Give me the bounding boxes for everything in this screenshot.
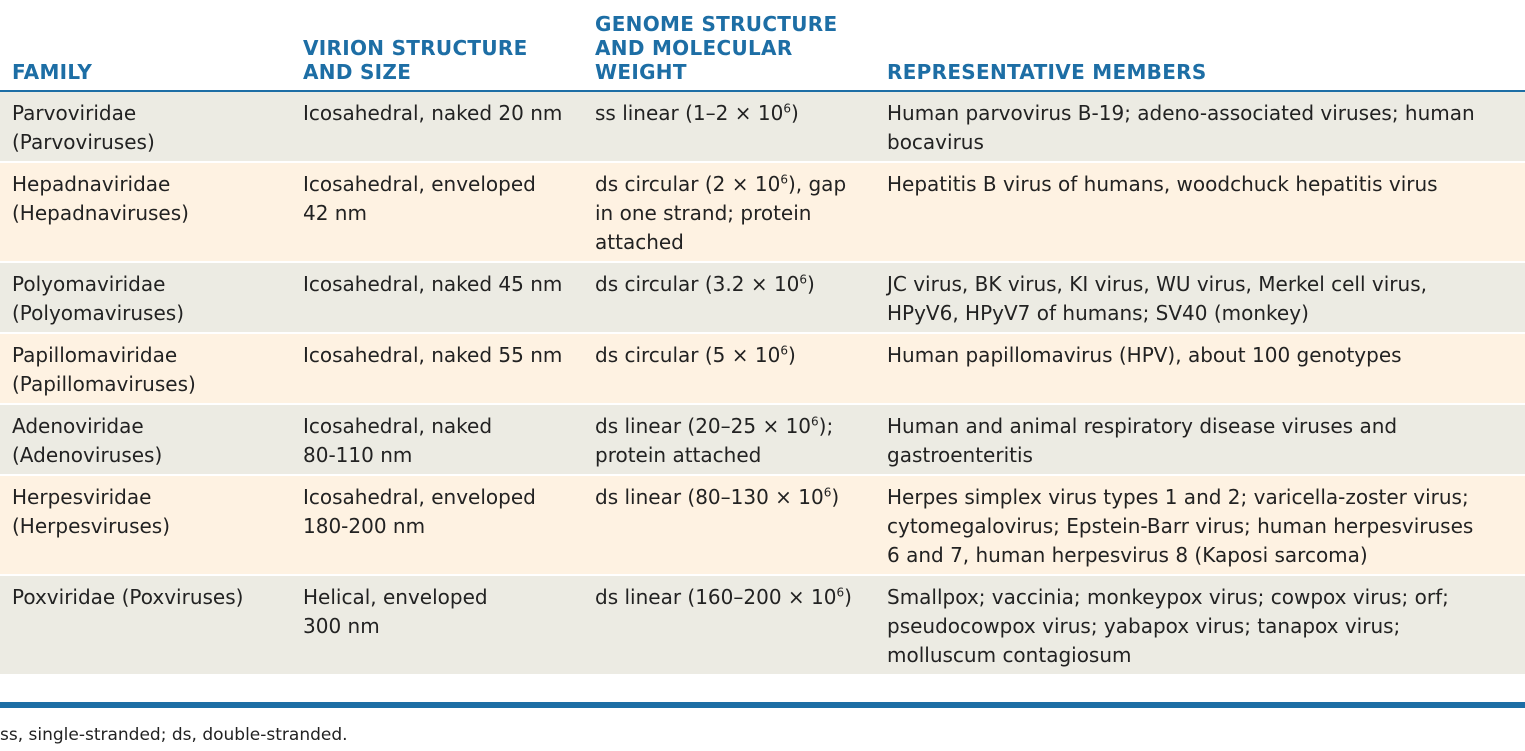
members-line-2: pseudocowpox virus; yabapox virus; tanapox virus; <box>887 614 1401 638</box>
virion-size: 80-110 nm <box>303 443 413 467</box>
family-name: Papillomaviridae <box>12 343 178 367</box>
header-genome-line-3: WEIGHT <box>595 60 687 84</box>
table-row <box>0 91 1525 162</box>
header-genome-line-2: AND MOLECULAR <box>595 36 793 60</box>
members-line-2: HPyV6, HPyV7 of humans; SV40 (monkey) <box>887 301 1309 325</box>
genome-line-2: in one strand; protein <box>595 201 812 225</box>
genome-exponent: 6 <box>811 414 819 429</box>
family-name: Adenoviridae <box>12 414 144 438</box>
genome-cell <box>583 475 875 575</box>
table-row <box>0 262 1525 333</box>
members-line-3: molluscum contagiosum <box>887 643 1132 667</box>
genome-text-end: ) <box>844 585 852 609</box>
genome-cell <box>583 575 875 675</box>
genome-cell <box>583 404 875 475</box>
virion-cell <box>291 262 583 333</box>
genome-text: ds linear (20–25 × 10 <box>595 414 812 438</box>
members-line-2: cytomegalovirus; Epstein-Barr virus; human herpesviruses <box>887 514 1474 538</box>
family-name: Hepadnaviridae <box>12 172 171 196</box>
genome-text: ds linear (80–130 × 10 <box>595 485 824 509</box>
header-family <box>0 0 291 91</box>
genome-cell <box>583 333 875 404</box>
table-row <box>0 475 1525 575</box>
table-row <box>0 404 1525 475</box>
members-line-1: Hepatitis B virus of humans, woodchuck hepatitis virus <box>887 172 1438 196</box>
genome-exponent: 6 <box>780 343 788 358</box>
virion-text: Icosahedral, naked 55 nm <box>303 343 563 367</box>
virion-cell <box>291 333 583 404</box>
virion-size: 300 nm <box>303 614 380 638</box>
virion-text: Icosahedral, enveloped <box>303 172 536 196</box>
family-name: Polyomaviridae <box>12 272 166 296</box>
members-line-1: Human papillomavirus (HPV), about 100 genotypes <box>887 343 1402 367</box>
header-representative-members <box>875 0 1525 91</box>
members-cell <box>875 91 1525 162</box>
members-cell <box>875 404 1525 475</box>
virion-cell <box>291 475 583 575</box>
genome-text: ds circular (3.2 × 10 <box>595 272 800 296</box>
members-cell <box>875 475 1525 575</box>
virion-cell <box>291 91 583 162</box>
genome-exponent: 6 <box>783 101 791 116</box>
family-common-name: (Polyomaviruses) <box>12 301 184 325</box>
family-cell <box>0 162 291 262</box>
table-row <box>0 575 1525 675</box>
members-line-1: Human parvovirus B-19; adeno-associated viruses; human <box>887 101 1475 125</box>
header-virion-line-1: VIRION STRUCTURE <box>303 36 528 60</box>
table-body <box>0 91 1525 675</box>
virion-text: Icosahedral, naked 45 nm <box>303 272 563 296</box>
family-cell <box>0 404 291 475</box>
family-common-name: (Hepadnaviruses) <box>12 201 189 225</box>
genome-text-end: ) <box>831 485 840 509</box>
genome-line-2: protein attached <box>595 443 762 467</box>
genome-exponent: 6 <box>823 485 832 500</box>
family-cell <box>0 333 291 404</box>
family-name: Poxviridae (Poxviruses) <box>12 585 244 609</box>
virion-cell <box>291 575 583 675</box>
table-footnote: ss, single-stranded; ds, double-stranded. <box>0 725 348 745</box>
family-cell <box>0 475 291 575</box>
members-line-2: bocavirus <box>887 130 984 154</box>
genome-text-end: ), gap <box>787 172 847 196</box>
members-line-1: Human and animal respiratory disease viruses and <box>887 414 1398 438</box>
members-line-1: JC virus, BK virus, KI virus, WU virus, Merkel cell virus, <box>887 272 1427 296</box>
members-line-2: gastroenteritis <box>887 443 1033 467</box>
family-common-name: (Adenoviruses) <box>12 443 163 467</box>
table-row <box>0 333 1525 404</box>
genome-line-3: attached <box>595 230 684 254</box>
members-line-1: Smallpox; vaccinia; monkeypox virus; cowpox virus; orf; <box>887 585 1449 609</box>
virion-text: Icosahedral, naked 20 nm <box>303 101 563 125</box>
members-line-1: Herpes simplex virus types 1 and 2; varicella-zoster virus; <box>887 485 1469 509</box>
genome-text: ss linear (1–2 × 10 <box>595 101 784 125</box>
family-cell <box>0 91 291 162</box>
members-cell <box>875 575 1525 675</box>
header-family-text: FAMILY <box>12 60 93 84</box>
family-cell <box>0 262 291 333</box>
virion-cell <box>291 162 583 262</box>
genome-text-end: ) <box>787 343 796 367</box>
family-name: Parvoviridae (Parvoviruses) <box>12 101 155 154</box>
genome-text-end: ) <box>790 101 799 125</box>
genome-exponent: 6 <box>799 272 808 287</box>
genome-text: ds circular (2 × 10 <box>595 172 781 196</box>
genome-text-end: ); <box>818 414 834 438</box>
header-virion-structure <box>291 0 583 91</box>
table-header <box>0 0 1525 91</box>
genome-text: ds linear (160–200 × 10 <box>595 585 837 609</box>
virion-text: Icosahedral, naked <box>303 414 493 438</box>
genome-text: ds circular (5 × 10 <box>595 343 781 367</box>
genome-cell <box>583 91 875 162</box>
table-row <box>0 162 1525 262</box>
header-virion-line-2: AND SIZE <box>303 60 412 84</box>
family-name: Herpesviridae <box>12 485 152 509</box>
header-members-text: REPRESENTATIVE MEMBERS <box>887 60 1207 84</box>
members-cell <box>875 262 1525 333</box>
virion-size: 42 nm <box>303 201 367 225</box>
genome-exponent: 6 <box>780 172 788 187</box>
virion-text: Helical, enveloped <box>303 585 488 609</box>
family-cell <box>0 575 291 675</box>
header-row <box>0 0 1525 91</box>
virion-text: Icosahedral, enveloped <box>303 485 536 509</box>
family-common-name: (Herpesviruses) <box>12 514 171 538</box>
genome-cell <box>583 262 875 333</box>
genome-exponent: 6 <box>836 585 845 600</box>
genome-text-end: ) <box>807 272 815 296</box>
virion-size: 180-200 nm <box>303 514 426 538</box>
header-genome-line-1: GENOME STRUCTURE <box>595 12 838 36</box>
table-bottom-rule <box>0 702 1525 708</box>
family-common-name: (Papillomaviruses) <box>12 372 196 396</box>
members-line-3: 6 and 7, human herpesvirus 8 (Kaposi sarcoma) <box>887 543 1368 567</box>
members-cell <box>875 333 1525 404</box>
genome-cell <box>583 162 875 262</box>
header-genome-structure <box>583 0 875 91</box>
members-cell <box>875 162 1525 262</box>
virion-cell <box>291 404 583 475</box>
